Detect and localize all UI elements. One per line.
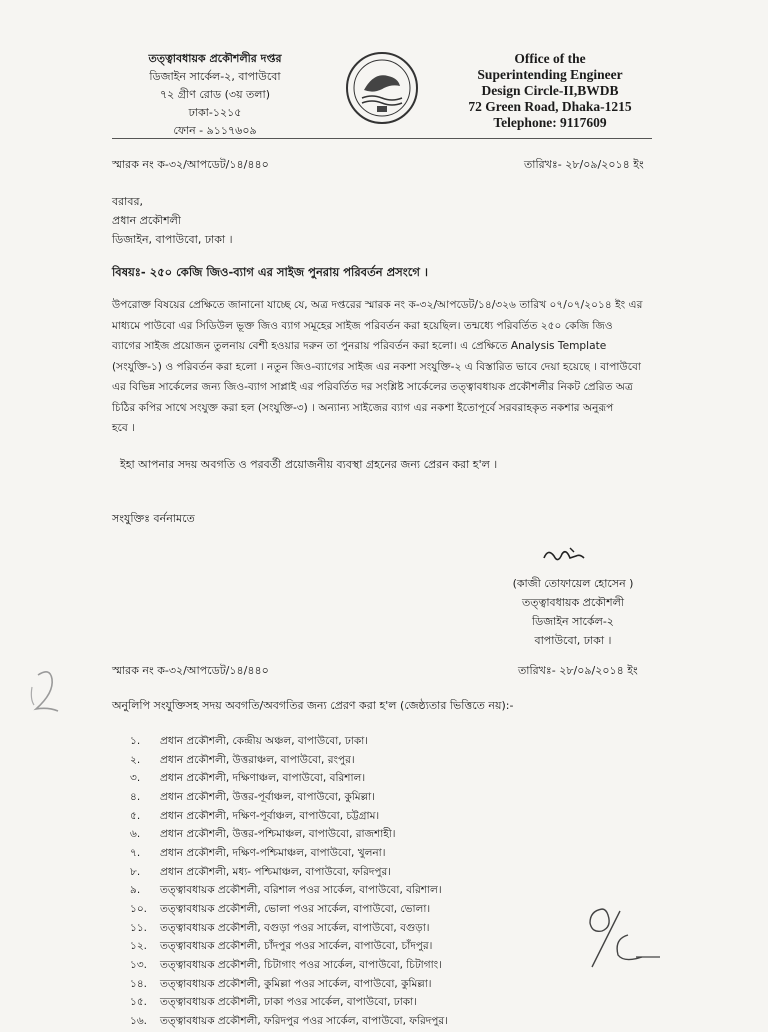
signatory-name: (কাজী তোফায়েল হোসেন ) <box>512 577 634 590</box>
enclosure-line: সংযুক্তিঃ বর্ননামতে <box>112 512 195 525</box>
english-letterhead <box>462 51 638 131</box>
list-number: ৬. <box>130 828 141 841</box>
letterhead-line: 72 Green Road, Dhaka-1215 <box>468 99 632 114</box>
body-line: এর বিভিন্ন সার্কেলের জন্য জিও-ব্যাগ সাপ্লাই এর পরিবর্তিত দর সংশ্লিষ্ট সার্কেলের তত্ত্বাবধায়ক প্রকৌশলীর নিকট প্রেরিত অত্র <box>112 381 633 393</box>
list-text: তত্ত্বাবধায়ক প্রকৌশলী, ভোলা পওর সার্কেল, বাপাউবো, ভোলা। <box>160 903 431 916</box>
list-item <box>130 733 490 752</box>
list-number: ১০. <box>130 903 147 916</box>
recipient-line: ডিজাইন, বাপাউবো, ঢাকা । <box>112 233 233 246</box>
body-line: ব্যাগের সাইজ প্রয়োজন তুলনায় বেশী হওয়ার দরুন তা পুনরায় পরিবর্তন করা হলো। এ প্রেক্ষিতে Analysis Template <box>112 340 607 352</box>
letterhead-line: Superintending Engineer <box>477 67 623 82</box>
distribution-list <box>130 733 490 1032</box>
list-number: ৫. <box>130 809 141 822</box>
list-number: ২. <box>130 753 141 766</box>
list-number: ৪. <box>130 790 141 803</box>
list-text: প্রধান প্রকৌশলী, দক্ষিণ-পশ্চিমাঞ্চল, বাপাউবো, খুলনা। <box>160 846 386 859</box>
oc-handwritten-mark-icon <box>572 905 662 975</box>
copy-date: তারিখঃ- ২৮/০৯/২০১৪ ইং <box>518 664 638 677</box>
letterhead-line: Telephone: 9117609 <box>493 115 607 130</box>
list-number: ১. <box>130 734 141 747</box>
letterhead-line: Design Circle-II,BWDB <box>481 83 619 98</box>
list-number: ৭. <box>130 846 141 859</box>
letterhead-line: ডিজাইন সার্কেল-২, বাপাউবো <box>149 70 281 83</box>
list-text: প্রধান প্রকৌশলী, উত্তর-পূর্বাঞ্চল, বাপাউবো, কুমিল্লা। <box>160 790 375 803</box>
list-text: তত্ত্বাবধায়ক প্রকৌশলী, চিটাগাং পওর সার্কেল, বাপাউবো, চিটাগাং। <box>160 959 442 972</box>
letterhead-line: Office of the <box>514 51 586 66</box>
body-line: হবে । <box>112 422 135 434</box>
signatory-block <box>498 574 648 650</box>
body-line: (সংযুক্তি-১) ও পরিবর্তন করা হলো । নতুন জিও-ব্যাগের সাইজ এর নকশা সংযুক্তি-২ এ বিস্তারিত ভাবে দেয়া হয়েছে । বাপাউবো <box>112 360 641 373</box>
subject-line: বিষয়ঃ- ২৫০ কেজি জিও-ব্যাগ এর সাইজ পুনরায় পরিবর্তন প্রসংগে । <box>112 265 428 279</box>
margin-annotation-icon <box>28 665 64 723</box>
list-text: প্রধান প্রকৌশলী, দক্ষিণাঞ্চল, বাপাউবো, বরিশাল। <box>160 772 366 785</box>
list-item <box>130 901 490 920</box>
list-item <box>130 976 490 995</box>
list-text: প্রধান প্রকৌশলী, উত্তরাঞ্চল, বাপাউবো, রংপুর। <box>160 753 355 766</box>
body-line: চিঠির কপির সাথে সংযুক্ত করা হল (সংযুক্তি-৩) । অন্যান্য সাইজের ব্যাগ এর নকশা ইতোপূর্বে সরবরাহকৃত নকশার অনুরূপ <box>112 401 614 414</box>
list-item <box>130 939 490 958</box>
signatory-designation: তত্ত্বাবধায়ক প্রকৌশলী <box>522 596 624 609</box>
list-text: তত্ত্বাবধায়ক প্রকৌশলী, চাঁদপুর পওর সার্কেল, বাপাউবো, চাঁদপুর। <box>160 940 433 953</box>
body-line: উপরোক্ত বিষয়ের প্রেক্ষিতে জানানো যাচ্ছে যে, অত্র দপ্তরের স্মারক নং ক-৩২/আপডেট/১৪/৩২৬ তারিখ ০৭/০৭/২০১৪ ইং এর <box>112 299 643 311</box>
bwdb-seal-icon <box>344 50 420 126</box>
letterhead-line: ঢাকা-১২১৫ <box>188 106 242 119</box>
letterhead-line: ফোন - ৯১১৭৬০৯ <box>173 124 257 137</box>
list-number: ১৫. <box>130 996 147 1009</box>
list-text: তত্ত্বাবধায়ক প্রকৌশলী, বরিশাল পওর সার্কেল, বাপাউবো, বরিশাল। <box>160 884 442 897</box>
list-item <box>130 789 490 808</box>
signatory-designation: ডিজাইন সার্কেল-২ <box>532 615 614 628</box>
list-item <box>130 995 490 1014</box>
list-text: প্রধান প্রকৌশলী, কেন্দ্রীয় অঞ্চল, বাপাউবো, ঢাকা। <box>160 734 369 747</box>
body-line: মাধ্যমে পাউবো এর সিডিউল ভূক্ত জিও ব্যাগ সমূহের সাইজ পরিবর্তন করা হয়েছিল। তন্মধ্যে পরিবর্তিত ২৫০ কেজি জিও <box>112 319 613 332</box>
header-divider <box>112 138 652 139</box>
list-text: তত্ত্বাবধায়ক প্রকৌশলী, বগুড়া পওর সার্কেল, বাপাউবো, বগুড়া। <box>160 921 430 934</box>
list-item <box>130 883 490 902</box>
list-text: তত্ত্বাবধায়ক প্রকৌশলী, ঢাকা পওর সার্কেল, বাপাউবো, ঢাকা। <box>160 996 417 1009</box>
letterhead-line: ৭২ গ্রীণ রোড (৩য় তলা) <box>160 88 270 101</box>
list-item <box>130 770 490 789</box>
list-number: ১৪. <box>130 977 147 990</box>
list-item <box>130 957 490 976</box>
copy-reference: স্মারক নং ক-৩২/আপডেট/১৪/৪৪০ <box>112 664 269 677</box>
recipient-line: প্রধান প্রকৌশলী <box>112 214 181 227</box>
list-number: ৩. <box>130 772 141 785</box>
list-text: তত্ত্বাবধায়ক প্রকৌশলী, কুমিল্লা পওর সার্কেল, বাপাউবো, কুমিল্লা। <box>160 977 432 990</box>
list-number: ১২. <box>130 940 147 953</box>
list-text: প্রধান প্রকৌশলী, দক্ষিণ-পূর্বাঞ্চল, বাপাউবো, চট্টগ্রাম। <box>160 809 380 822</box>
memo-date: তারিখঃ- ২৮/০৯/২০১৪ ইং <box>524 158 644 171</box>
list-item <box>130 864 490 883</box>
list-item <box>130 826 490 845</box>
list-item <box>130 752 490 771</box>
letterhead-line: তত্ত্বাবধায়ক প্রকৌশলীর দপ্তর <box>148 52 282 65</box>
signature-icon <box>540 544 588 570</box>
list-text: তত্ত্বাবধায়ক প্রকৌশলী, ফরিদপুর পওর সার্কেল, বাপাউবো, ফরিদপুর। <box>160 1015 448 1028</box>
recipient-block <box>112 192 233 249</box>
list-number: ৯. <box>130 884 141 897</box>
bangla-letterhead <box>120 50 310 140</box>
signatory-designation: বাপাউবো, ঢাকা । <box>534 634 612 647</box>
list-number: ৮. <box>130 865 141 878</box>
list-item <box>130 808 490 827</box>
list-number: ১৬. <box>130 1015 147 1028</box>
letter-body <box>112 295 652 439</box>
copy-intro: অনুলিপি সংযুক্তিসহ সদয় অবগতি/অবগতির জন্য প্রেরণ করা হ'ল (জেষ্ঠ্যতার ভিত্তিতে নয়):- <box>112 699 514 712</box>
list-text: প্রধান প্রকৌশলী, মধ্য- পশ্চিমাঞ্চল, বাপাউবো, ফরিদপুর। <box>160 865 392 878</box>
information-line: ইহা আপনার সদয় অবগতি ও পরবর্তী প্রয়োজনীয় ব্যবস্থা গ্রহনের জন্য প্রেরন করা হ'ল । <box>120 458 498 471</box>
list-item <box>130 1013 490 1032</box>
recipient-line: বরাবর, <box>112 195 144 208</box>
list-item <box>130 845 490 864</box>
list-number: ১৩. <box>130 959 147 972</box>
memo-reference: স্মারক নং ক-৩২/আপডেট/১৪/৪৪০ <box>112 158 269 171</box>
list-text: প্রধান প্রকৌশলী, উত্তর-পশ্চিমাঞ্চল, বাপাউবো, রাজশাহী। <box>160 828 396 841</box>
list-item <box>130 920 490 939</box>
list-number: ১১. <box>130 921 147 934</box>
